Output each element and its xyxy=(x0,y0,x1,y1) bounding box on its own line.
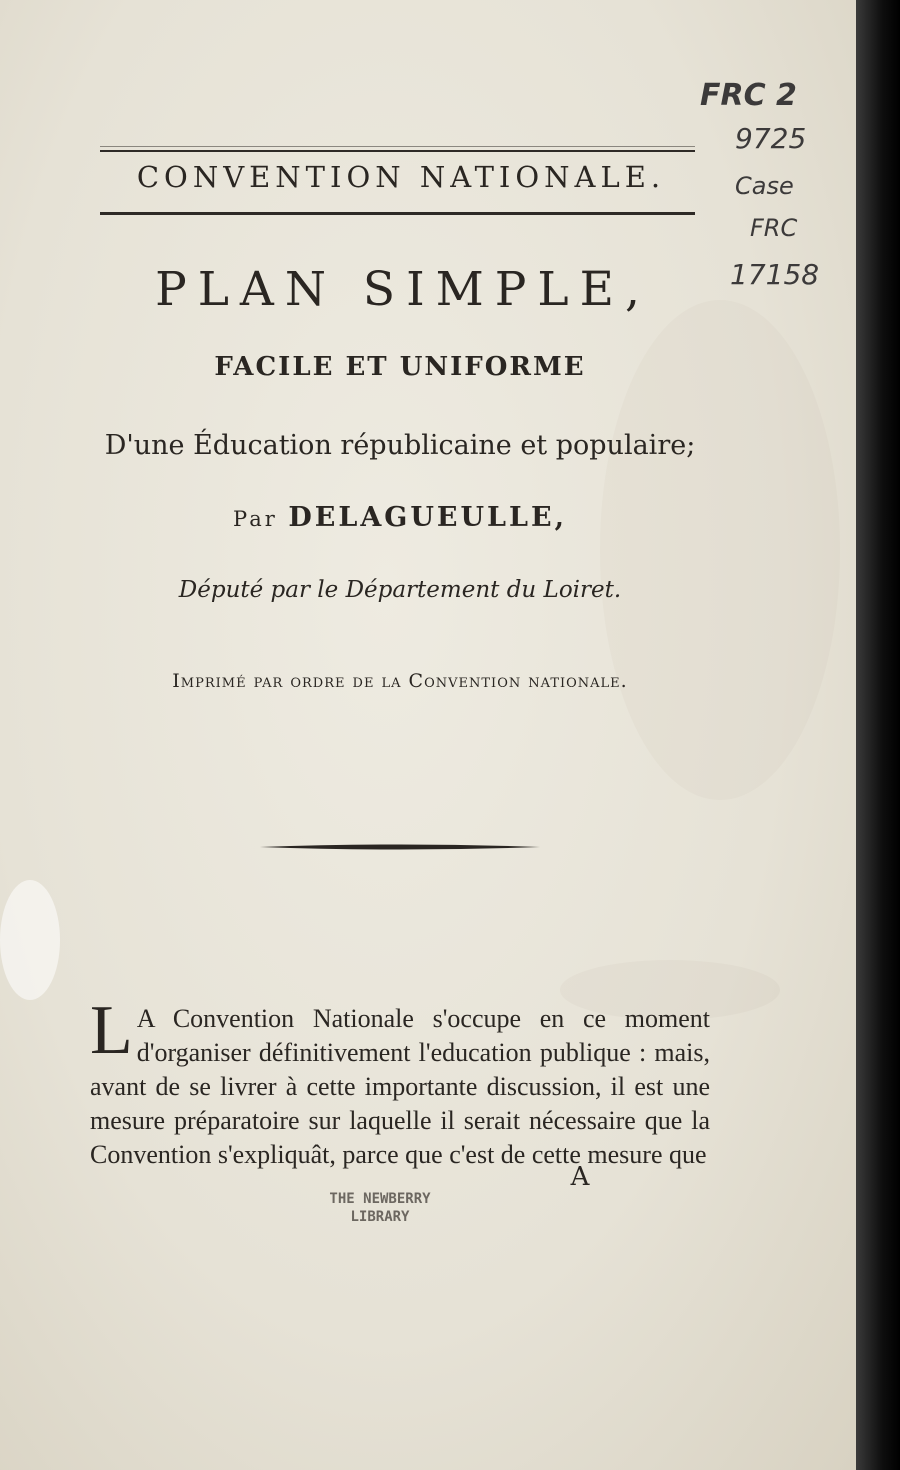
imprint-line: Imprimé par ordre de la Convention nationale. xyxy=(172,670,628,692)
author-name: DELAGUEULLE, xyxy=(288,502,567,533)
author-prefix: Par xyxy=(233,507,278,531)
deputy-line: Député par le Département du Loiret. xyxy=(178,577,622,603)
signature-mark: A xyxy=(570,1162,590,1192)
library-stamp xyxy=(290,1190,470,1226)
author-line xyxy=(140,502,660,533)
header-convention-nationale: CONVENTION NATIONALE. xyxy=(136,160,666,194)
body-paragraph xyxy=(90,992,710,1172)
header-bottom-rule xyxy=(100,212,695,215)
page-subtitle: FACILE ET UNIFORME xyxy=(214,352,586,382)
header-top-rule-thin xyxy=(100,146,695,147)
education-line: D'une Éducation républicaine et populaire; xyxy=(104,430,696,461)
handwritten-case: Case xyxy=(735,172,794,200)
paper-stain xyxy=(0,880,60,1000)
page-edge-shadow xyxy=(856,0,900,1470)
stamp-line-1: THE NEWBERRY xyxy=(329,1191,431,1207)
handwritten-call-number: 17158 xyxy=(730,258,820,291)
ornamental-rule xyxy=(250,840,550,854)
page-title: PLAN SIMPLE, xyxy=(155,262,651,317)
body-text: A Convention Nationale s'occupe en ce moment d'organiser définitivement l'education publique : mais, avant de se livrer à cette importante discussion, il est une mesure préparatoire sur laquelle il serait nécessaire que la Convention s'expliquât, parce que c'est de cette mesure que xyxy=(90,1004,710,1169)
handwritten-frc: FRC xyxy=(750,214,798,242)
handwritten-shelfmark: FRC 2 xyxy=(700,78,797,113)
handwritten-number: 9725 xyxy=(735,122,807,155)
stamp-line-2: LIBRARY xyxy=(350,1209,410,1225)
drop-cap: L xyxy=(90,992,133,1069)
header-top-rule xyxy=(100,150,695,152)
